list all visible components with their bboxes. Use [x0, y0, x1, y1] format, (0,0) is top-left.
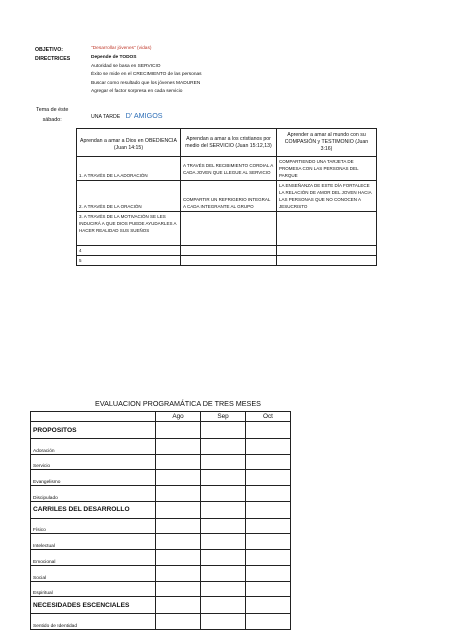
- eval-cell: [201, 534, 246, 550]
- plan-cell: [181, 256, 277, 266]
- eval-cell: [156, 614, 201, 630]
- plan-cell: 4: [77, 246, 181, 256]
- eval-cell: [201, 422, 246, 439]
- eval-item-label: Social: [31, 565, 156, 581]
- eval-cell: [201, 597, 246, 614]
- plan-cell: COMPARTIR UN REFRIGERIO INTEGRAL A CADA INTEGRANTE AL GRUPO: [181, 181, 277, 212]
- eval-cell: [156, 439, 201, 455]
- eval-cell: [246, 486, 291, 502]
- eval-cell: [201, 550, 246, 566]
- eval-cell: [201, 501, 246, 518]
- plan-cell: 3. A TRAVÉS DE LA MOTIVACIÓN SE LES INDUCIRÁ A QUE DIOS PUEDE AYUDARLES A HACER REALIDAD SUS SUEÑOS: [77, 212, 181, 246]
- plan-cell: A TRAVÉS DEL RECIBIMIENTO CORDIAL A CADA JOVEN QUE LLEGUE AL SERVICIO: [181, 157, 277, 181]
- eval-item-label: Adoración: [31, 439, 156, 455]
- eval-cell: [201, 454, 246, 470]
- plan-cell: [277, 212, 377, 246]
- tema-highlight: D' AMIGOS: [125, 111, 163, 120]
- eval-cell: [201, 581, 246, 597]
- eval-section-title: PROPOSITOS: [31, 422, 156, 439]
- plan-table: [76, 128, 377, 266]
- plan-cell: COMPARTIENDO UNA TARJETA DE PROMESA CON LAS PERSONAS DEL PARQUE: [277, 157, 377, 181]
- eval-item-label: Intelectual: [31, 534, 156, 550]
- eval-cell: [246, 534, 291, 550]
- directriz-item: Autoridad se basa en SERVICIO: [91, 63, 161, 69]
- tema-label-line2: sábado:: [42, 117, 62, 123]
- eval-item-label: Sentido de Identidad: [31, 614, 156, 630]
- eval-cell: [156, 422, 201, 439]
- month-header: Ago: [156, 412, 201, 422]
- tema-label: [36, 105, 68, 125]
- plan-cell: 2. A TRAVÉS DE LA ORACIÓN: [77, 181, 181, 212]
- eval-section-title: NECESIDADES ESCENCIALES: [31, 597, 156, 614]
- objetivo-value: "Desarrollar jóvenes" (vidas): [91, 46, 152, 51]
- directriz-item: Éxito se mide en el CRECIMIENTO de las personas: [91, 72, 202, 78]
- directrices-list: [91, 54, 202, 97]
- eval-cell: [246, 518, 291, 534]
- eval-cell: [156, 486, 201, 502]
- eval-cell: [246, 565, 291, 581]
- plan-cell: 1. A TRAVÉS DE LA ADORACIÓN: [77, 157, 181, 181]
- plan-cell: [277, 256, 377, 266]
- eval-item-label: Físico: [31, 518, 156, 534]
- directriz-item: Buscar como resultado que los jóvenes MADUREN: [91, 80, 201, 86]
- plan-cell: [181, 212, 277, 246]
- plan-header-dios: Aprendan a amar a Dios en OBEDIENCIA (Juan 14:15): [77, 129, 181, 157]
- eval-cell: [201, 470, 246, 486]
- plan-header-cristianos: Aprendan a amar a los cristianos por medio del SERVICIO (Juan 15:12,13): [181, 129, 277, 157]
- eval-cell: [156, 565, 201, 581]
- eval-cell: [246, 614, 291, 630]
- eval-item-label: Emocional: [31, 550, 156, 566]
- month-header: Oct: [246, 412, 291, 422]
- eval-cell: [156, 597, 201, 614]
- eval-cell: [201, 518, 246, 534]
- eval-cell: [201, 439, 246, 455]
- eval-cell: [156, 518, 201, 534]
- eval-cell: [156, 534, 201, 550]
- plan-cell: [181, 246, 277, 256]
- eval-cell: [246, 454, 291, 470]
- eval-cell: [246, 597, 291, 614]
- eval-cell: [246, 422, 291, 439]
- objetivo-label: OBJETIVO:: [35, 47, 63, 53]
- eval-cell: [201, 486, 246, 502]
- eval-cell: [246, 550, 291, 566]
- plan-cell: LA ENSEÑANZA DE ESTE DÍA FORTALECE LA RELACIÓN DE AMOR DEL JOVEN HACIA LAS PERSONAS QUE NO CONOCEN A JESUCRISTO: [277, 181, 377, 212]
- eval-cell: [246, 581, 291, 597]
- eval-cell: [246, 439, 291, 455]
- eval-cell: [156, 454, 201, 470]
- eval-section-title: CARRILES DEL DESARROLLO: [31, 501, 156, 518]
- plan-cell: 5: [77, 256, 181, 266]
- evaluacion-title: EVALUACION PROGRAMÁTICA DE TRES MESES: [95, 399, 261, 408]
- eval-item-label: Evangelismo: [31, 470, 156, 486]
- eval-cell: [156, 581, 201, 597]
- plan-header-mundo: Aprender a amar al mundo con su COMPASIÓN y TESTIMONIO (Juan 3:16): [277, 129, 377, 157]
- eval-corner: [31, 412, 156, 422]
- eval-cell: [201, 614, 246, 630]
- directriz-item: Depende de TODOS: [91, 55, 137, 60]
- eval-cell: [156, 470, 201, 486]
- tema-label-line1: Tema de éste: [36, 107, 69, 113]
- eval-cell: [156, 550, 201, 566]
- eval-item-label: Discipulado: [31, 486, 156, 502]
- eval-cell: [246, 501, 291, 518]
- directrices-label: DIRECTRICES: [35, 56, 71, 62]
- eval-cell: [156, 501, 201, 518]
- plan-cell: [277, 246, 377, 256]
- eval-item-label: Servicio: [31, 454, 156, 470]
- evaluacion-table: [30, 411, 291, 630]
- eval-cell: [246, 470, 291, 486]
- eval-cell: [201, 565, 246, 581]
- month-header: Sep: [201, 412, 246, 422]
- eval-item-label: Espiritual: [31, 581, 156, 597]
- tema-value: [91, 105, 163, 123]
- directriz-item: Agregar el factor sorpresa en cada servicio: [91, 89, 183, 95]
- tema-prefix: UNA TARDE: [91, 114, 121, 120]
